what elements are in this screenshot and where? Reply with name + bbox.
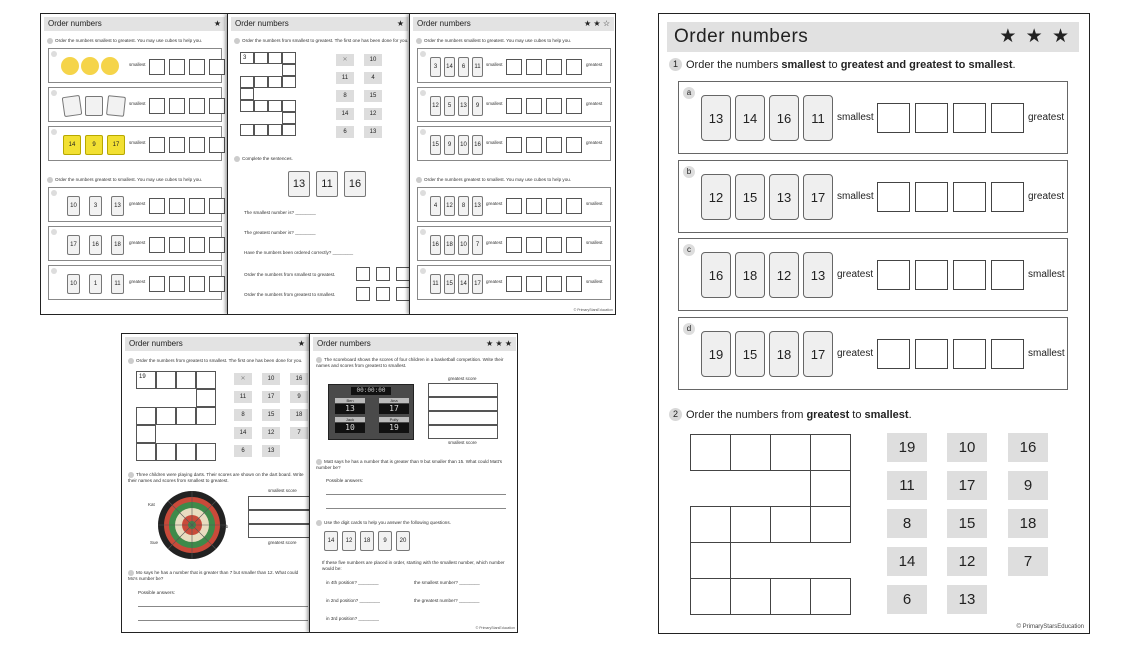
question-2: Complete the sentences. bbox=[234, 156, 293, 162]
possible-answers-label: Possible answers: bbox=[138, 590, 176, 595]
number-card: 16 bbox=[769, 95, 799, 141]
number-card: 11 bbox=[316, 171, 338, 197]
featured-worksheet bbox=[658, 13, 1090, 634]
number-card: 12 bbox=[701, 174, 731, 220]
question-3: Use the digit cards to help you answer the following questions. bbox=[316, 520, 451, 526]
number-card: 17 bbox=[67, 235, 80, 255]
grid-cell[interactable] bbox=[730, 506, 771, 543]
question-row bbox=[48, 87, 222, 122]
number-tile[interactable]: 9 bbox=[1008, 471, 1048, 500]
number-card: 10 bbox=[67, 274, 80, 294]
number-tile: 15 bbox=[364, 90, 382, 102]
grid-cell[interactable] bbox=[770, 506, 811, 543]
number-tile[interactable]: 6 bbox=[887, 585, 927, 614]
answer-box[interactable] bbox=[991, 260, 1024, 290]
question-row-b bbox=[678, 160, 1068, 233]
star-icon: ★ bbox=[396, 19, 404, 28]
greatest-label: greatest bbox=[129, 240, 146, 245]
shirt-picture: 9 bbox=[85, 135, 103, 155]
question-1: Order the numbers smallest to greatest. You may use cubes to help you. bbox=[416, 38, 571, 44]
number-card: 13 bbox=[803, 252, 833, 298]
grid-cell[interactable] bbox=[690, 578, 731, 615]
scoreboard-time: 00:00:00 bbox=[351, 387, 391, 395]
smallest-label: smallest bbox=[129, 62, 146, 67]
answer-box[interactable] bbox=[877, 103, 910, 133]
question-row-a bbox=[678, 81, 1068, 154]
smallest-score-label: smallest score bbox=[448, 440, 477, 445]
answer-box[interactable] bbox=[991, 339, 1024, 369]
sentence: Order the numbers from greatest to smallest. bbox=[244, 292, 336, 297]
answer-box[interactable] bbox=[915, 103, 948, 133]
start-label: smallest bbox=[837, 112, 874, 123]
question-2: Order the numbers greatest to smallest. You may use cubes to help you. bbox=[47, 177, 202, 183]
sentence: Order the numbers from smallest to greatest. bbox=[244, 272, 336, 277]
question-row: 11 15 14 17 greatest smallest bbox=[417, 265, 611, 300]
answer-box[interactable] bbox=[877, 182, 910, 212]
answer-box[interactable] bbox=[953, 339, 986, 369]
question-row: 4 12 8 13 greatest smallest bbox=[417, 187, 611, 222]
number-card: 3 bbox=[89, 196, 102, 216]
shirt-picture: 17 bbox=[107, 135, 125, 155]
number-card: 15 bbox=[735, 331, 765, 377]
answer-box[interactable] bbox=[991, 103, 1024, 133]
worksheet-page-2 bbox=[227, 14, 411, 314]
scoreboard: 00:00:00 Ben Ana 13 17 Jack Polly 10 19 bbox=[328, 384, 414, 440]
smallest-score-label: smallest score bbox=[268, 488, 297, 493]
grid-cell[interactable] bbox=[730, 434, 771, 471]
number-tile: 13 bbox=[364, 126, 382, 138]
question-row: 3 14 6 11 smallest greatest bbox=[417, 48, 611, 83]
number-tile: 6 bbox=[336, 126, 354, 138]
question-1: Order the numbers from smallest to greatest. The first one has been done for you. bbox=[234, 38, 408, 44]
number-card: 10 bbox=[67, 196, 80, 216]
shirt-picture: 14 bbox=[63, 135, 81, 155]
question-2: Order the numbers greatest to smallest. You may use cubes to help you. bbox=[416, 177, 571, 183]
calendar-picture bbox=[85, 96, 103, 116]
answer-box[interactable] bbox=[953, 260, 986, 290]
number-tile[interactable]: 15 bbox=[947, 509, 987, 538]
number-tile[interactable]: 14 bbox=[887, 547, 927, 576]
star-icon: ★ bbox=[297, 339, 305, 348]
question-row-c bbox=[678, 238, 1068, 311]
star-icon: ★ bbox=[213, 19, 221, 28]
number-tile: 8 bbox=[336, 90, 354, 102]
end-label: smallest bbox=[1028, 269, 1065, 280]
answer-box[interactable] bbox=[953, 182, 986, 212]
worksheet-page-3 bbox=[409, 14, 616, 314]
question-1: The scoreboard shows the scores of four children in a basketball competition. Write their names and scores from greatest to smallest. bbox=[316, 357, 504, 369]
number-tile: 14 bbox=[336, 108, 354, 120]
smallest-label: smallest bbox=[129, 140, 146, 145]
calendar-picture bbox=[106, 95, 126, 117]
grid-cell[interactable] bbox=[690, 542, 731, 579]
number-card: 1 bbox=[89, 274, 102, 294]
page-title: Order numbers ★ ★ ★ bbox=[667, 22, 1079, 52]
crossed-number: ✕ bbox=[336, 54, 354, 66]
copyright: © PrimaryStarsEducation bbox=[475, 626, 515, 630]
star-icon: ★ ★ ☆ bbox=[584, 19, 610, 28]
number-card: 18 bbox=[735, 252, 765, 298]
question-row bbox=[48, 48, 222, 83]
number-tile[interactable]: 16 bbox=[1008, 433, 1048, 462]
number-card: 13 bbox=[288, 171, 310, 197]
question-2: Three children were playing darts. Their scores are shown on the dart board. Write their names and scores from smallest to greatest. bbox=[128, 472, 304, 484]
number-tile[interactable]: 7 bbox=[1008, 547, 1048, 576]
number-card: 17 bbox=[803, 331, 833, 377]
grid-cell[interactable] bbox=[770, 578, 811, 615]
cube-picture bbox=[101, 57, 119, 75]
start-label: smallest bbox=[837, 191, 874, 202]
question-row bbox=[48, 187, 222, 222]
question-row-d bbox=[678, 317, 1068, 390]
number-card: 13 bbox=[111, 196, 124, 216]
end-label: greatest bbox=[1028, 112, 1065, 123]
star-rating-icon: ★ ★ ★ bbox=[999, 26, 1071, 47]
answer-box[interactable] bbox=[991, 182, 1024, 212]
number-tile[interactable]: 8 bbox=[887, 509, 927, 538]
crossed-number: ✕ bbox=[234, 373, 252, 385]
question-3: Mo says he has a number that is greater than 7 but smaller than 12. What could Mo's number be? bbox=[128, 570, 299, 582]
number-tile: 12 bbox=[364, 108, 382, 120]
number-tile[interactable]: 10 bbox=[947, 433, 987, 462]
number-tile: 4 bbox=[364, 72, 382, 84]
page-title: Order numbers ★ bbox=[44, 17, 225, 31]
answer-box[interactable] bbox=[915, 260, 948, 290]
smallest-label: smallest bbox=[129, 101, 146, 106]
number-tile[interactable]: 11 bbox=[887, 471, 927, 500]
question-1: 1 Order the numbers smallest to greatest and greatest to smallest. bbox=[669, 58, 1016, 71]
end-label: smallest bbox=[1028, 348, 1065, 359]
page-title: Order numbers ★ bbox=[231, 17, 408, 31]
copyright: © PrimaryStarsEducation bbox=[1016, 624, 1084, 630]
number-card: 11 bbox=[803, 95, 833, 141]
cube-picture bbox=[61, 57, 79, 75]
number-card: 18 bbox=[111, 235, 124, 255]
number-card: 16 bbox=[344, 171, 366, 197]
thumbnail-sheet-top bbox=[40, 13, 616, 315]
number-card: 11 bbox=[111, 274, 124, 294]
question-row bbox=[48, 226, 222, 261]
row-letter: d bbox=[683, 323, 695, 335]
page-title: Order numbers ★ ★ ☆ bbox=[413, 17, 614, 31]
dart-player-name: Sue bbox=[150, 540, 159, 545]
grid-cell[interactable] bbox=[690, 434, 731, 471]
answer-box[interactable] bbox=[877, 339, 910, 369]
start-label: greatest bbox=[837, 348, 874, 359]
grid-cell[interactable] bbox=[810, 434, 851, 471]
greatest-score-label: greatest score bbox=[448, 376, 477, 381]
question-row: 12 5 13 9 smallest greatest bbox=[417, 87, 611, 122]
question-1: Order the numbers from greatest to smallest. The first one has been done for you. bbox=[128, 358, 302, 364]
answer-box[interactable] bbox=[953, 103, 986, 133]
question-row: 15 9 10 16 smallest greatest bbox=[417, 126, 611, 161]
question-2: 2 Order the numbers from greatest to smallest. bbox=[669, 408, 912, 421]
grid-cell: 19 bbox=[136, 371, 156, 389]
number-card: 14 bbox=[735, 95, 765, 141]
number-card: 16 bbox=[89, 235, 102, 255]
number-card: 13 bbox=[701, 95, 731, 141]
dart-player-name: Kat bbox=[148, 502, 155, 507]
number-card: 12 bbox=[769, 252, 799, 298]
start-label: greatest bbox=[837, 269, 874, 280]
answer-box[interactable] bbox=[915, 339, 948, 369]
star-icon: ★ ★ ★ bbox=[486, 339, 512, 348]
answer-box[interactable] bbox=[877, 260, 910, 290]
greatest-label: greatest bbox=[129, 279, 146, 284]
sentence: Have the numbers been ordered correctly? ________ bbox=[244, 250, 354, 255]
cube-picture bbox=[81, 57, 99, 75]
page-title: Order numbers ★ ★ ★ bbox=[313, 337, 516, 351]
question-row bbox=[48, 126, 222, 161]
number-tile: 11 bbox=[336, 72, 354, 84]
calendar-picture bbox=[62, 95, 83, 117]
grid-cell[interactable] bbox=[690, 506, 731, 543]
dart-board-icon bbox=[156, 489, 228, 561]
worksheet-page-4: Order numbers ★ Order the numbers from greatest to smallest. The first one has been done for you. 19 ✕ 10 16 11 17 9 8 15 18 14 12 7 6 13 Three children were playing darts. Their scores are shown on the dart board. Write their names and scores from smallest to greatest. Kat Rob Sue smallest score greatest score Mo says he has a number that is greater than 7 but smaller than 12. What could Mo's number be? Possible answers: bbox=[122, 334, 312, 632]
grid-cell[interactable] bbox=[730, 578, 771, 615]
grid-cell[interactable] bbox=[770, 434, 811, 471]
copyright: © PrimaryStarsEducation bbox=[573, 308, 613, 312]
question-2: Matt says he has a number that is greater than 9 but smaller than 15. What could Matt's number be? bbox=[316, 459, 503, 471]
possible-answers-label: Possible answers: bbox=[326, 478, 364, 483]
question-1: Order the numbers smallest to greatest. You may use cubes to help you. bbox=[47, 38, 202, 44]
grid-cell[interactable] bbox=[810, 470, 851, 507]
number-tile[interactable]: 19 bbox=[887, 433, 927, 462]
question-row: 16 18 10 7 greatest smallest bbox=[417, 226, 611, 261]
worksheet-page-5: Order numbers ★ ★ ★ The scoreboard shows the scores of four children in a basketball competition. Write their names and scores from greatest to smallest. 00:00:00 Ben Ana 13 17 Jack Polly 10 19 greatest score smallest score Matt says he has a number that is greater than 9 but smaller than 15. What could Matt's number be? Possible answers: Use the digit cards to help you answer the following questions. 14 12 18 9 20 If these five numbers are placed in order, starting with the smallest number, which number would be: in 4th position? ________ the smallest number? ________ in 2nd position? ________ the greatest number? ________ in 3rd position? ________ © PrimaryStarsEducation bbox=[309, 334, 518, 632]
grid-cell[interactable] bbox=[810, 578, 851, 615]
grid-cell: 3 bbox=[240, 52, 254, 64]
number-tile[interactable]: 17 bbox=[947, 471, 987, 500]
number-card: 17 bbox=[803, 174, 833, 220]
sentence: The smallest number is? ________ bbox=[244, 210, 316, 215]
row-letter: c bbox=[683, 244, 695, 256]
question-row bbox=[48, 265, 222, 300]
question-3-text: If these five numbers are placed in order, starting with the smallest number, which number would be: bbox=[322, 560, 505, 571]
greatest-score-label: greatest score bbox=[268, 540, 297, 545]
number-tile[interactable]: 18 bbox=[1008, 509, 1048, 538]
dart-player-name: Rob bbox=[220, 524, 229, 529]
thumbnail-sheet-bottom bbox=[121, 333, 518, 633]
number-card: 15 bbox=[735, 174, 765, 220]
number-tile[interactable]: 12 bbox=[947, 547, 987, 576]
grid-cell[interactable] bbox=[810, 506, 851, 543]
number-card: 19 bbox=[701, 331, 731, 377]
number-tile: 10 bbox=[364, 54, 382, 66]
answer-box[interactable] bbox=[915, 182, 948, 212]
page-title: Order numbers ★ bbox=[125, 337, 309, 351]
number-tile[interactable]: 13 bbox=[947, 585, 987, 614]
row-letter: a bbox=[683, 87, 695, 99]
end-label: greatest bbox=[1028, 191, 1065, 202]
worksheet-page-1 bbox=[41, 14, 228, 314]
row-letter: b bbox=[683, 166, 695, 178]
number-card: 16 bbox=[701, 252, 731, 298]
number-card: 13 bbox=[769, 174, 799, 220]
number-card: 18 bbox=[769, 331, 799, 377]
sentence: The greatest number is? ________ bbox=[244, 230, 316, 235]
greatest-label: greatest bbox=[129, 201, 146, 206]
